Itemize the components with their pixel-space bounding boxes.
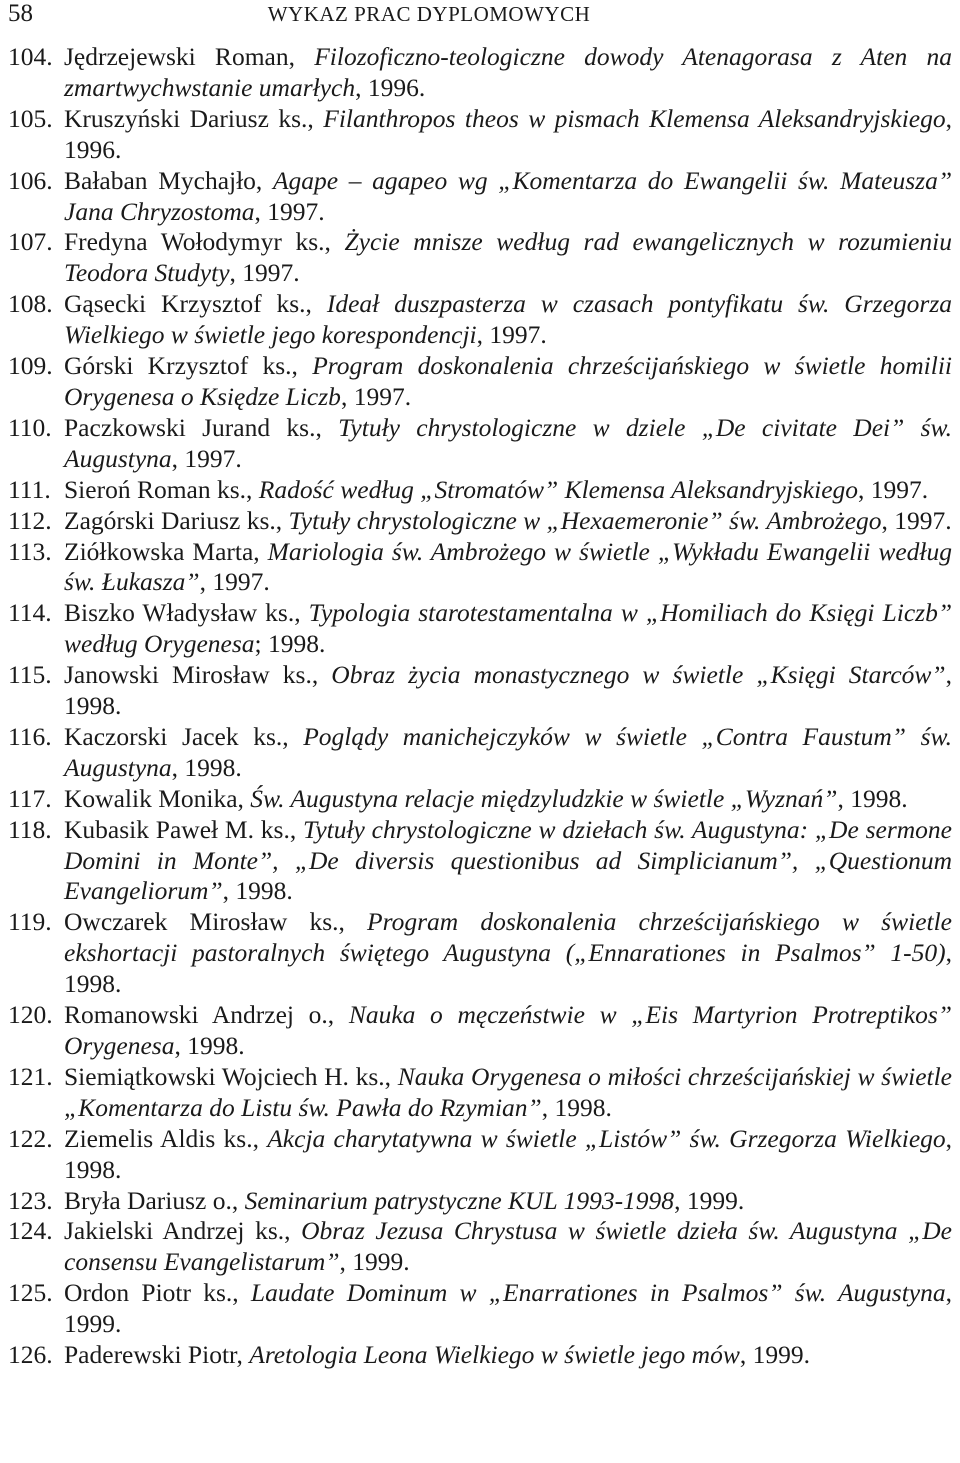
entry-author: Kaczorski Jacek ks.,	[64, 721, 304, 751]
entry-number: 120.	[8, 1000, 53, 1030]
entry-text	[64, 227, 952, 289]
entry-author: Bryła Dariusz o.,	[64, 1185, 245, 1215]
list-item	[8, 1216, 952, 1278]
entry-year: , 1996.	[355, 72, 426, 102]
entry-title: Nauka o męczeństwie w „Eis Martyrion Protreptikos” Orygenesa	[64, 1000, 952, 1060]
entry-number: 119.	[8, 907, 52, 937]
entry-year: , 1997.	[229, 258, 300, 288]
list-item	[8, 660, 952, 722]
entry-number: 123.	[8, 1185, 53, 1215]
entry-text	[64, 42, 952, 104]
entry-author: Górski Krzysztof ks.,	[64, 351, 313, 381]
list-item	[8, 784, 952, 815]
list-item	[8, 907, 952, 1000]
entry-year: , 1998.	[174, 1031, 245, 1060]
list-item	[8, 42, 952, 104]
entry-author: Siemiątkowski Wojciech H. ks.,	[64, 1061, 398, 1091]
entry-author: Janowski Mirosław ks.,	[64, 660, 332, 690]
entry-number: 126.	[8, 1340, 53, 1370]
entry-author: Romanowski Andrzej o.,	[64, 1000, 349, 1030]
entry-number: 111.	[8, 474, 51, 504]
entry-author: Gąsecki Krzysztof ks.,	[64, 289, 327, 319]
running-head: WYKAZ PRAC DYPLOMOWYCH	[267, 2, 591, 26]
entry-year: , 1996.	[64, 103, 952, 164]
list-item	[8, 227, 952, 289]
entry-text	[64, 413, 952, 475]
entry-title: Aretologia Leona Wielkiego w świetle jego mów	[249, 1340, 740, 1370]
entry-title: Program doskonalenia chrześcijańskiego w świetle homilii Orygenesa o Księdze Liczb	[64, 351, 953, 411]
entry-title: Ideał duszpasterza w czasach pontyfikatu św. Grzegorza Wielkiego w świetle jego korespondencji	[64, 289, 952, 350]
entry-author: Owczarek Mirosław ks.,	[64, 907, 368, 937]
entry-year: , 1998.	[64, 938, 952, 999]
list-item	[8, 475, 952, 506]
entry-year: , 1997.	[858, 474, 929, 504]
entry-author: Bałaban Mychajło,	[64, 165, 273, 195]
list-item	[8, 1340, 952, 1371]
entry-author: Kruszyński Dariusz ks.,	[64, 103, 324, 133]
entry-year: , 1997.	[340, 381, 412, 411]
entry-year: , 1999.	[674, 1185, 745, 1215]
entry-text	[64, 815, 952, 908]
entry-text	[64, 1186, 952, 1217]
entry-author: Zagórski Dariusz ks.,	[64, 505, 289, 535]
entry-year: , 1997.	[171, 443, 242, 473]
entry-author: Ziółkowska Marta,	[64, 536, 268, 566]
entry-title: Filozoficzno-teologiczne dowody Atenagorasa z Aten na zmartwychwstanie umarłych	[64, 42, 953, 102]
entry-year: , 1998.	[171, 752, 242, 782]
list-item	[8, 1278, 952, 1340]
entry-year: , 1998.	[64, 1123, 953, 1184]
entry-author: Paderewski Piotr,	[64, 1340, 250, 1370]
entry-number: 125.	[8, 1278, 53, 1308]
list-item	[8, 166, 952, 228]
entry-number: 108.	[8, 289, 53, 319]
entry-text	[64, 104, 952, 166]
entry-year: , 1997.	[476, 320, 547, 350]
entry-title: Św. Augustyna relacje międzyludzkie w świetle „Wyznań”	[250, 783, 838, 813]
entry-number: 115.	[8, 660, 52, 690]
entry-text	[64, 660, 952, 722]
entry-year: , 1999.	[64, 1278, 952, 1339]
page-number: 58	[8, 0, 33, 27]
entry-number: 106.	[8, 165, 53, 195]
entry-number: 116.	[8, 721, 52, 751]
entry-text	[64, 1062, 952, 1124]
entry-text	[64, 166, 952, 228]
thesis-list	[8, 42, 952, 1371]
list-item	[8, 1124, 952, 1186]
entry-number: 121.	[8, 1061, 53, 1091]
entry-text	[64, 1216, 952, 1278]
entry-number: 112.	[8, 505, 52, 535]
entry-author: Ziemelis Aldis ks.,	[64, 1123, 268, 1153]
entry-number: 105.	[8, 103, 53, 133]
entry-title: Typologia starotestamentalna w „Homiliach do Księgi Liczb” według Orygenesa	[64, 598, 953, 659]
entry-author: Paczkowski Jurand ks.,	[64, 412, 339, 442]
entry-number: 104.	[8, 42, 53, 71]
entry-number: 114.	[8, 598, 52, 628]
entry-text	[64, 907, 952, 1000]
list-item	[8, 1186, 952, 1217]
entry-text	[64, 506, 952, 537]
entry-title: Tytuły chrystologiczne w dziełach św. Augustyna: „De sermone Domini in Monte”, „De diversis questionibus ad Simplicianum”, „Questionum Evangeliorum”	[64, 814, 952, 906]
entry-number: 110.	[8, 412, 52, 442]
entry-title: Program doskonalenia chrześcijańskiego w świetle ekshortacji pastoralnych świętego Augustyna („Ennarationes in Psalmos” 1-50)	[64, 907, 952, 968]
entry-year: , 1999.	[739, 1340, 810, 1370]
entry-number: 124.	[8, 1216, 53, 1246]
entry-year: ; 1998.	[254, 629, 326, 659]
entry-year: , 1997.	[254, 196, 325, 226]
entry-title: Tytuły chrystologiczne w „Hexaemeronie” św. Ambrożego	[288, 505, 882, 535]
entry-number: 118.	[8, 814, 52, 844]
entry-year: , 1998.	[64, 660, 952, 721]
entry-author: Kubasik Paweł M. ks.,	[64, 814, 304, 844]
entry-author: Jędrzejewski Roman,	[64, 42, 315, 71]
entry-author: Biszko Władysław ks.,	[64, 598, 309, 628]
entry-title: Seminarium patrystyczne KUL 1993-1998	[244, 1185, 675, 1215]
entry-author: Ordon Piotr ks.,	[64, 1278, 251, 1308]
entry-number: 117.	[8, 783, 52, 813]
entry-author: Fredyna Wołodymyr ks.,	[64, 227, 345, 257]
entry-title: Tytuły chrystologiczne w dziele „De civitate Dei” św. Augustyna	[64, 412, 952, 473]
entry-text	[64, 475, 952, 506]
entry-author: Jakielski Andrzej ks.,	[64, 1216, 302, 1246]
entry-text	[64, 1124, 952, 1186]
entry-number: 109.	[8, 351, 53, 381]
entry-text	[64, 1278, 952, 1340]
entry-author: Sieroń Roman ks.,	[64, 474, 259, 504]
entry-text	[64, 537, 952, 599]
entry-text	[64, 784, 952, 815]
entry-text	[64, 289, 952, 351]
entry-title: Akcja charytatywna w świetle „Listów” św. Grzegorza Wielkiego	[267, 1123, 946, 1153]
entry-text	[64, 722, 952, 784]
list-item	[8, 351, 952, 413]
list-item	[8, 289, 952, 351]
entry-year: , 1998.	[837, 783, 908, 813]
page-header	[8, 0, 952, 40]
list-item	[8, 722, 952, 784]
entry-text	[64, 351, 952, 413]
entry-text	[64, 1000, 952, 1062]
entry-number: 113.	[8, 536, 52, 566]
entry-title: Obraz życia monastycznego w świetle „Księgi Starców”	[331, 660, 946, 690]
entry-year: , 1998.	[541, 1092, 612, 1122]
entry-number: 122.	[8, 1123, 53, 1153]
entry-number: 107.	[8, 227, 53, 257]
entry-author: Kowalik Monika,	[64, 783, 251, 813]
entry-year: , 1999.	[339, 1247, 410, 1277]
list-item	[8, 598, 952, 660]
list-item	[8, 104, 952, 166]
entry-title: Życie mnisze według rad ewangelicznych w rozumieniu Teodora Studyty	[64, 227, 952, 288]
entry-text	[64, 598, 952, 660]
entry-title: Nauka Orygenesa o miłości chrześcijańskiej w świetle „Komentarza do Listu św. Pawła do Rzymian”	[64, 1061, 952, 1122]
entry-title: Laudate Dominum w „Enarrationes in Psalmos” św. Augustyna	[250, 1278, 946, 1308]
entry-year: , 1997.	[881, 505, 952, 535]
list-item	[8, 506, 952, 537]
entry-title: Obraz Jezusa Chrystusa w świetle dzieła św. Augustyna „De consensu Evangelistarum”	[64, 1216, 952, 1277]
list-item	[8, 815, 952, 908]
entry-text	[64, 1340, 952, 1371]
list-item	[8, 1062, 952, 1124]
entry-year: , 1998.	[222, 876, 293, 906]
entry-title: Poglądy manichejczyków w świetle „Contra Faustum” św. Augustyna	[64, 721, 953, 782]
list-item	[8, 1000, 952, 1062]
entry-year: , 1997.	[199, 567, 270, 597]
entry-title: Radość według „Stromatów” Klemensa Aleksandryjskiego	[258, 474, 859, 504]
list-item	[8, 413, 952, 475]
entry-title: Filanthropos theos w pismach Klemensa Aleksandryjskiego	[323, 103, 946, 133]
entry-title: Agape – agapeo wg „Komentarza do Ewangelii św. Mateusza” Jana Chryzostoma	[64, 165, 953, 226]
entry-title: Mariologia św. Ambrożego w świetle „Wykładu Ewangelii według św. Łukasza”	[64, 536, 952, 597]
list-item	[8, 537, 952, 599]
